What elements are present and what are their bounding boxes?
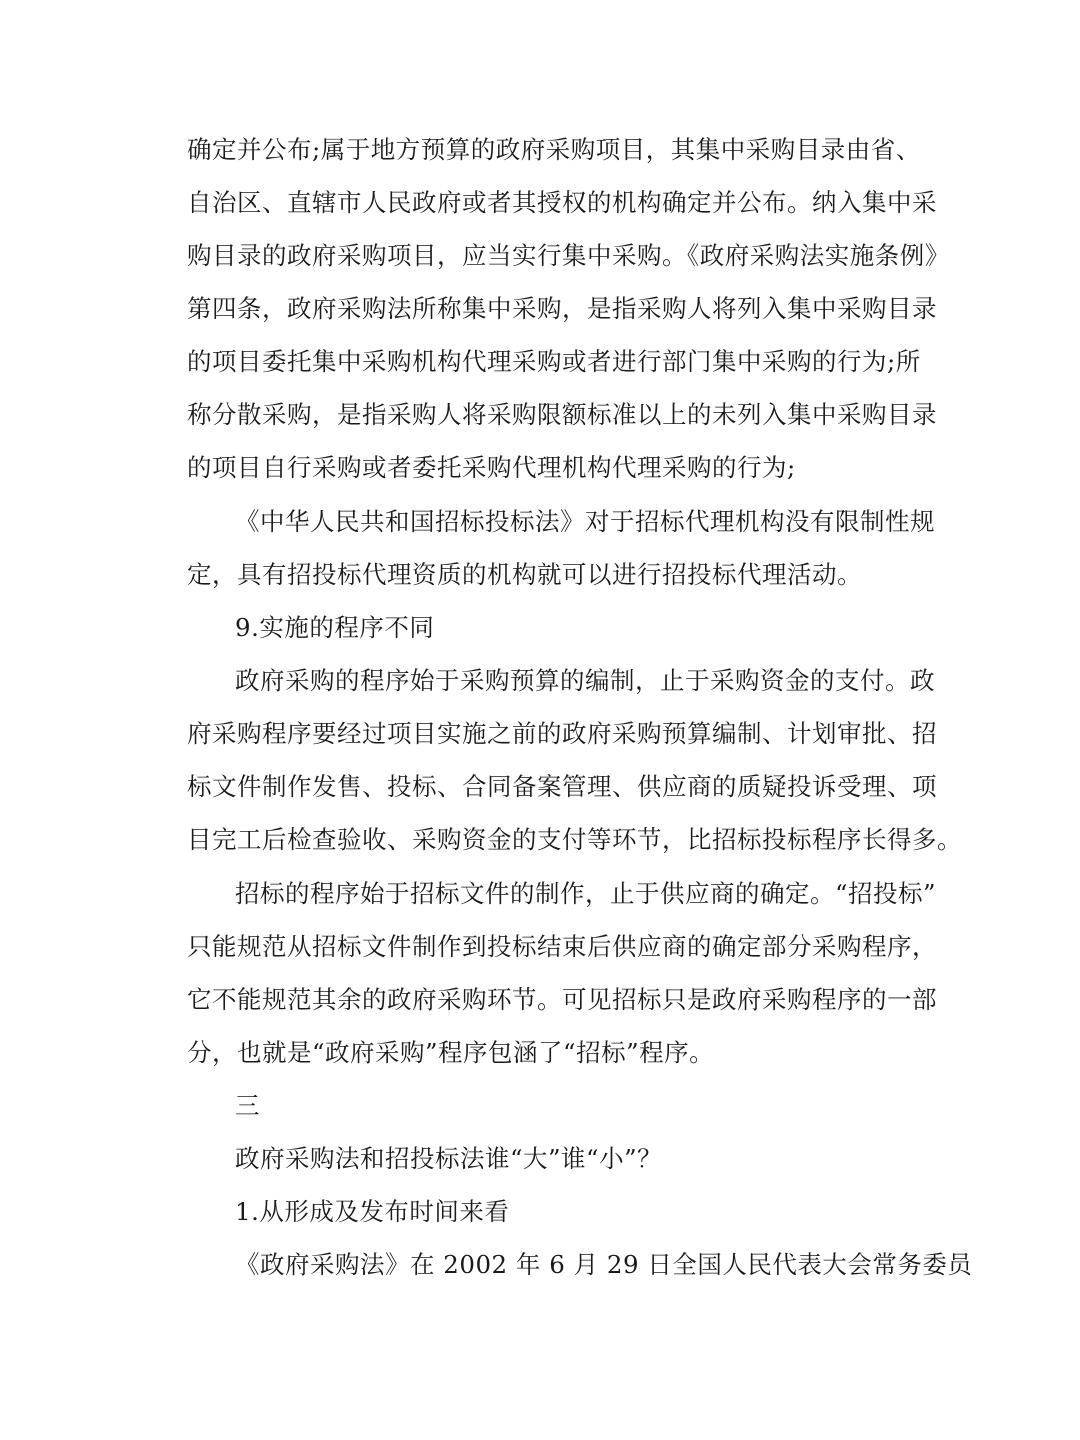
body-text-line: 只能规范从招标文件制作到投标结束后供应商的确定部分采购程序， [187,932,937,961]
body-text-line: 第四条，政府采购法所称集中采购，是指采购人将列入集中采购目录 [187,294,937,323]
body-text-line: 府采购程序要经过项目实施之前的政府采购预算编制、计划审批、招 [187,719,937,748]
body-text-line: 分，也就是“政府采购”程序包涵了“招标”程序。 [187,1038,715,1067]
body-text-line: 《中华人民共和国招标投标法》对于招标代理机构没有限制性规 [235,507,935,536]
body-text-line: 自治区、直辖市人民政府或者其授权的机构确定并公布。纳入集中采 [187,188,937,217]
body-text-line: 定，具有招投标代理资质的机构就可以进行招投标代理活动。 [187,560,862,589]
body-text-line: 称分散采购，是指采购人将采购限额标准以上的未列入集中采购目录 [187,400,937,429]
subsection-heading: 1.从形成及发布时间来看 [235,1197,510,1226]
body-text-line: 标文件制作发售、投标、合同备案管理、供应商的质疑投诉受理、项 [187,772,937,801]
section-number: 三 [235,1091,260,1120]
body-text-line: 确定并公布;属于地方预算的政府采购项目，其集中采购目录由省、 [187,135,921,164]
section-heading: 政府采购法和招投标法谁“大”谁“小”？ [235,1144,663,1173]
body-text-line: 招标的程序始于招标文件的制作，止于供应商的确定。“招投标” [235,879,937,908]
body-text-line: 目完工后检查验收、采购资金的支付等环节，比招标投标程序长得多。 [187,825,962,854]
body-text-line: 的项目委托集中采购机构代理采购或者进行部门集中采购的行为;所 [187,347,921,376]
body-text-line: 政府采购的程序始于采购预算的编制，止于采购资金的支付。政 [235,666,935,695]
body-text-line: 它不能规范其余的政府采购环节。可见招标只是政府采购程序的一部 [187,985,937,1014]
body-text-line: 的项目自行采购或者委托采购代理机构代理采购的行为; [187,453,796,482]
body-text-line: 《政府采购法》在 2002 年 6 月 29 日全国人民代表大会常务委员 [235,1250,973,1279]
body-text-line: 购目录的政府采购项目，应当实行集中采购。《政府采购法实施条例》 [187,241,950,270]
section-heading: 9.实施的程序不同 [235,613,435,642]
